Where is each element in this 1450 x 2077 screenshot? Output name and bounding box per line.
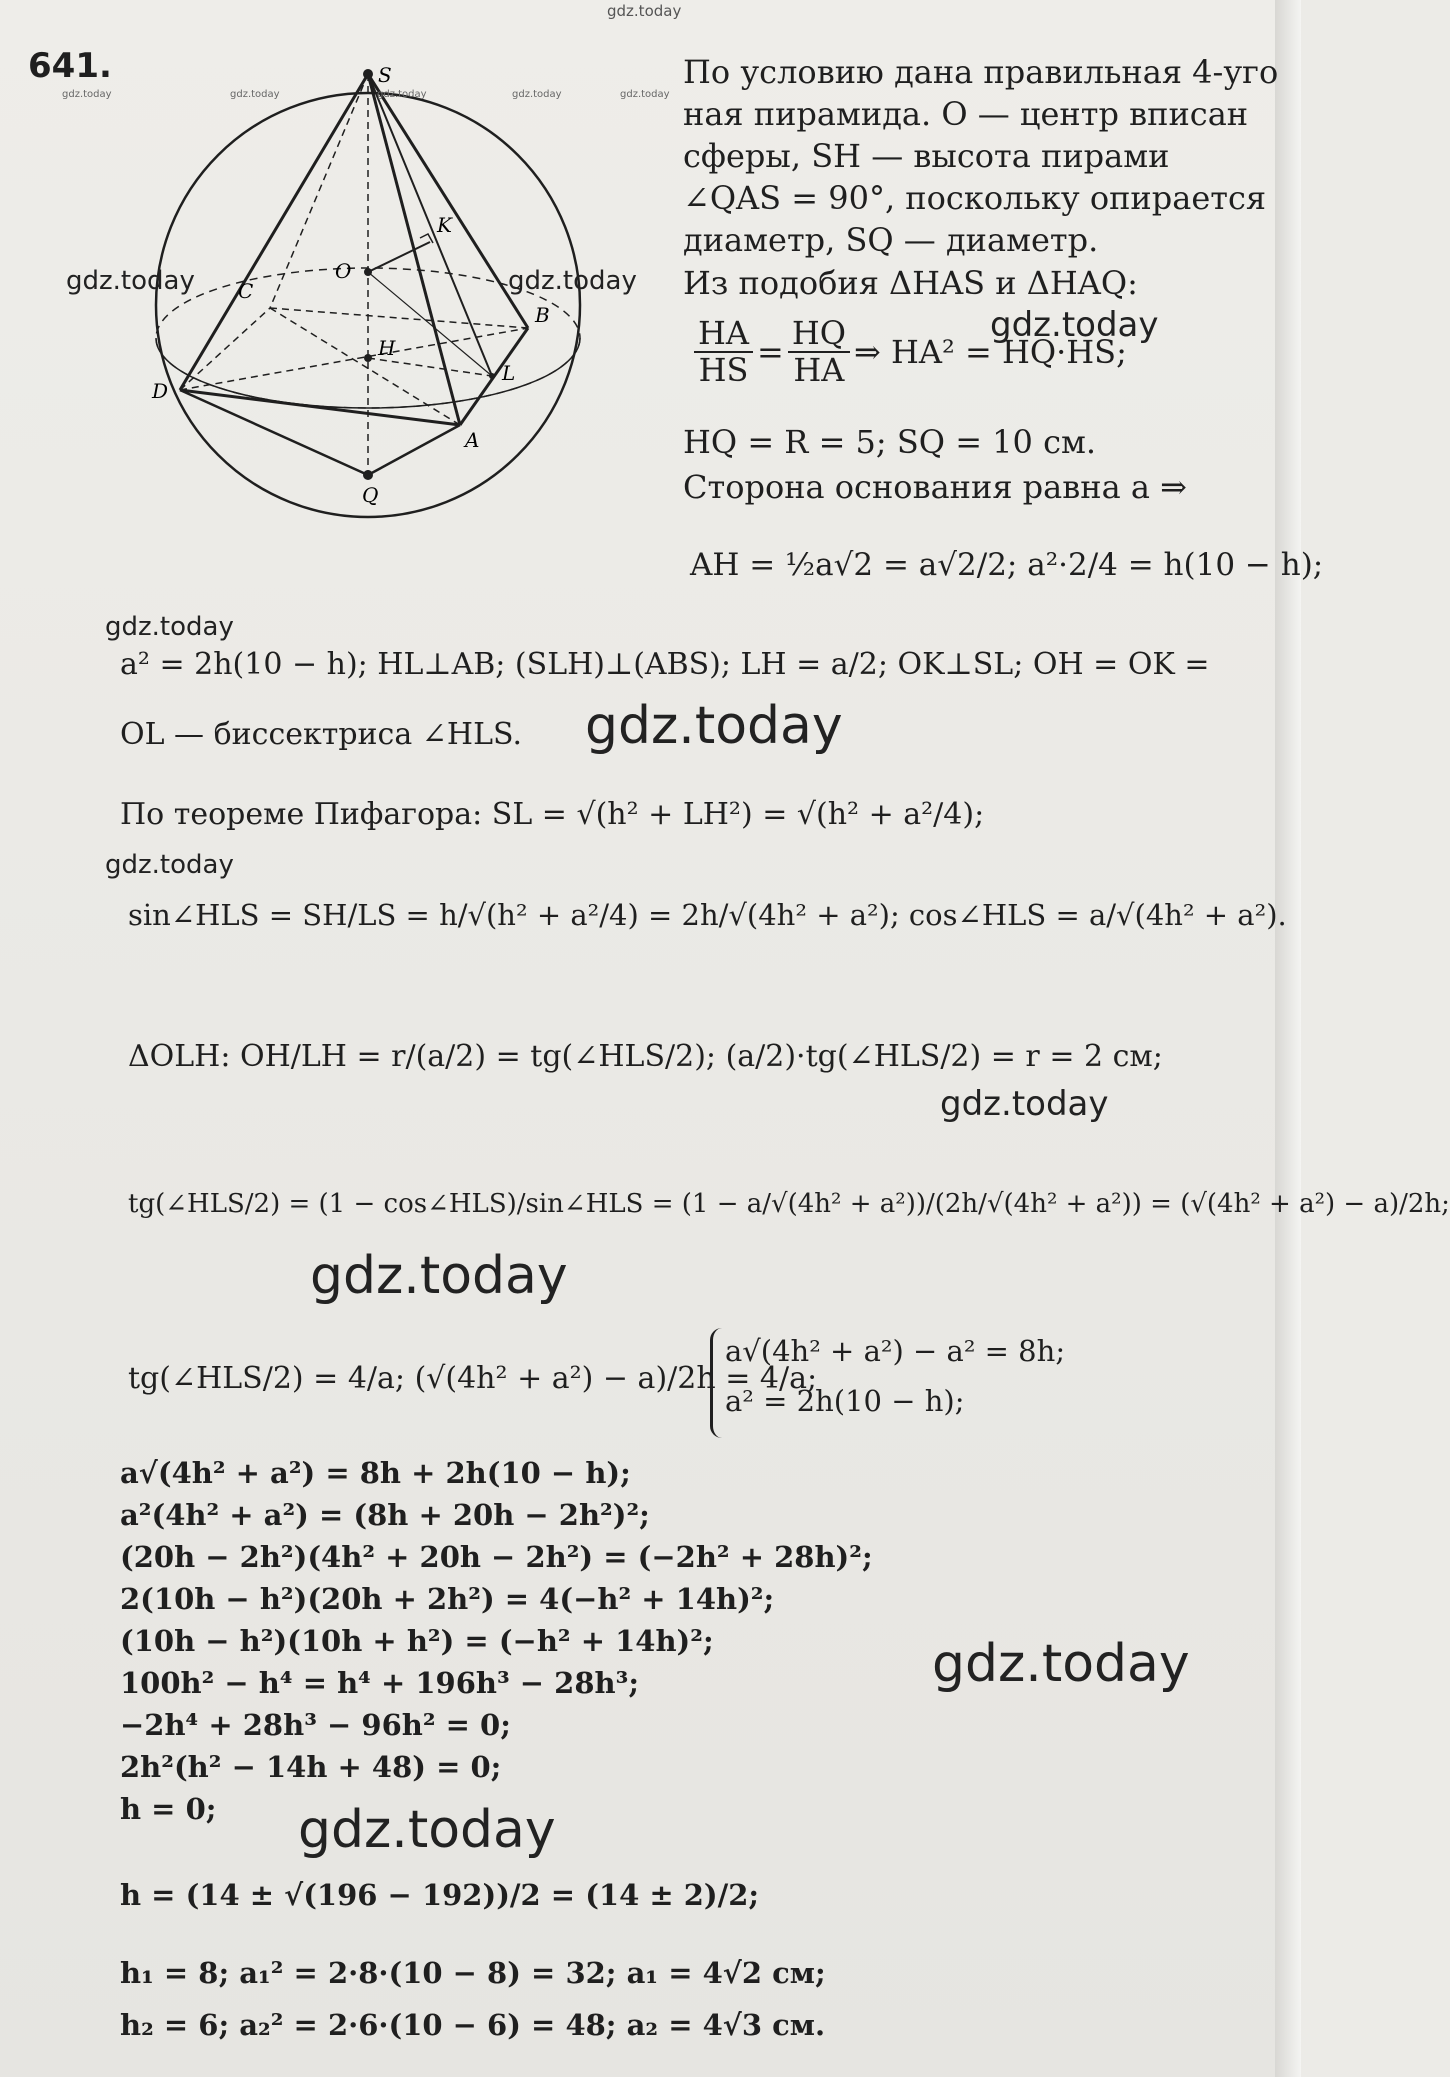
text-line: sin∠HLS = SH/LS = h/√(h² + a²/4) = 2h/√(4h² + a²); cos∠HLS = a/√(4h² + a²). [128,898,1287,932]
text-line: (20h − 2h²)(4h² + 20h − 2h²) = (−2h² + 28h)²; [120,1540,873,1574]
text-line: 2(10h − h²)(20h + 2h²) = 4(−h² + 14h)²; [120,1582,775,1616]
text-line: сферы, SH — высота пирами [683,137,1170,175]
text-line: По теореме Пифагора: SL = √(h² + LH²) = √(h² + a²/4); [120,797,985,832]
text-line: h = (14 ± √(196 − 192))/2 = (14 ± 2)/2; [120,1878,760,1912]
text-line: ΔOLH: OH/LH = r/(a/2) = tg(∠HLS/2); (a/2)·tg(∠HLS/2) = r = 2 см; [128,1039,1163,1074]
text-line: a² = 2h(10 − h); HL⊥AB; (SLH)⊥(ABS); LH = a/2; OK⊥SL; OH = OK = [120,647,1210,682]
watermark: gdz.today [230,89,280,100]
watermark: gdz.today [607,2,682,20]
text-line: a²(4h² + a²) = (8h + 20h − 2h²)²; [120,1498,650,1532]
text-line: Из подобия ΔHAS и ΔHAQ: [683,264,1138,302]
text-line: (10h − h²)(10h + h²) = (−h² + 14h)²; [120,1624,714,1658]
watermark: gdz.today [105,850,234,880]
watermark: gdz.today [66,266,195,296]
watermark: gdz.today [298,1800,556,1860]
label-O: O [335,259,352,283]
text-line: диаметр, SQ — диаметр. [683,221,1099,259]
watermark: gdz.today [508,266,637,296]
text-line: ∠QAS = 90°, поскольку опирается [683,179,1267,217]
label-Q: Q [362,483,379,507]
text-line: h₁ = 8; a₁² = 2·8·(10 − 8) = 32; a₁ = 4√2 см; [120,1956,826,1990]
problem-number: 641. [28,46,112,86]
text-line: a√(4h² + a²) = 8h + 2h(10 − h); [120,1456,631,1490]
text-line: Сторона основания равна a ⇒ [683,468,1187,506]
label-H: H [378,336,396,360]
text-line: h₂ = 6; a₂² = 2·6·(10 − 6) = 48; a₂ = 4√3 см. [120,2008,826,2042]
label-K: K [437,213,452,237]
text-line: tg(∠HLS/2) = (1 − cos∠HLS)/sin∠HLS = (1 − a/√(4h² + a²))/(2h/√(4h² + a²)) = (√(4h² + a²) − a)/2h; [128,1189,1450,1219]
label-D: D [152,379,169,403]
text-line: tg(∠HLS/2) = 4/a; (√(4h² + a²) − a)/2h = 4/a; [128,1361,818,1396]
equation-system [710,1328,1065,1438]
watermark: gdz.today [932,1634,1190,1694]
fraction: $\frac{HQ}{HA}$ [788,316,850,388]
watermark: gdz.today [512,89,562,100]
label-C: C [238,279,254,303]
system-line: a² = 2h(10 − h); [725,1383,965,1418]
label-S: S [378,63,392,87]
watermark: gdz.today [62,89,112,100]
watermark: gdz.today [990,305,1159,345]
fraction: $\frac{HA}{HS}$ [694,316,753,388]
text-line: h = 0; [120,1792,217,1826]
watermark: gdz.today [585,696,843,756]
text-line: По условию дана правильная 4-уго [683,53,1279,91]
text-line: ная пирамида. O — центр вписан [683,95,1249,133]
watermark: gdz.today [310,1246,568,1306]
text-line: −2h⁴ + 28h³ − 96h² = 0; [120,1708,511,1742]
text-line: AH = ½a√2 = a√2/2; a²·2/4 = h(10 − h); [690,547,1324,583]
text-line: 2h²(h² − 14h + 48) = 0; [120,1750,502,1784]
label-B: B [535,303,550,327]
similarity-equation: $\frac{HA}{HS}$ = $\frac{HQ}{HA}$ ⇒ HA² = HQ·HS; [690,316,1127,388]
text-line: HQ = R = 5; SQ = 10 см. [683,423,1097,461]
system-line: a√(4h² + a²) − a² = 8h; [725,1334,1066,1368]
text-line: 100h² − h⁴ = h⁴ + 196h³ − 28h³; [120,1666,640,1700]
watermark: gdz.today [940,1084,1109,1124]
watermark: gdz.today [377,89,427,100]
equation-rest: ⇒ HA² = HQ·HS; [853,332,1127,371]
watermark: gdz.today [105,612,234,642]
label-L: L [502,361,516,385]
label-A: A [465,428,480,452]
page-edge [1275,0,1301,2077]
text-line: OL — биссектриса ∠HLS. [120,717,523,752]
watermark: gdz.today [620,89,670,100]
